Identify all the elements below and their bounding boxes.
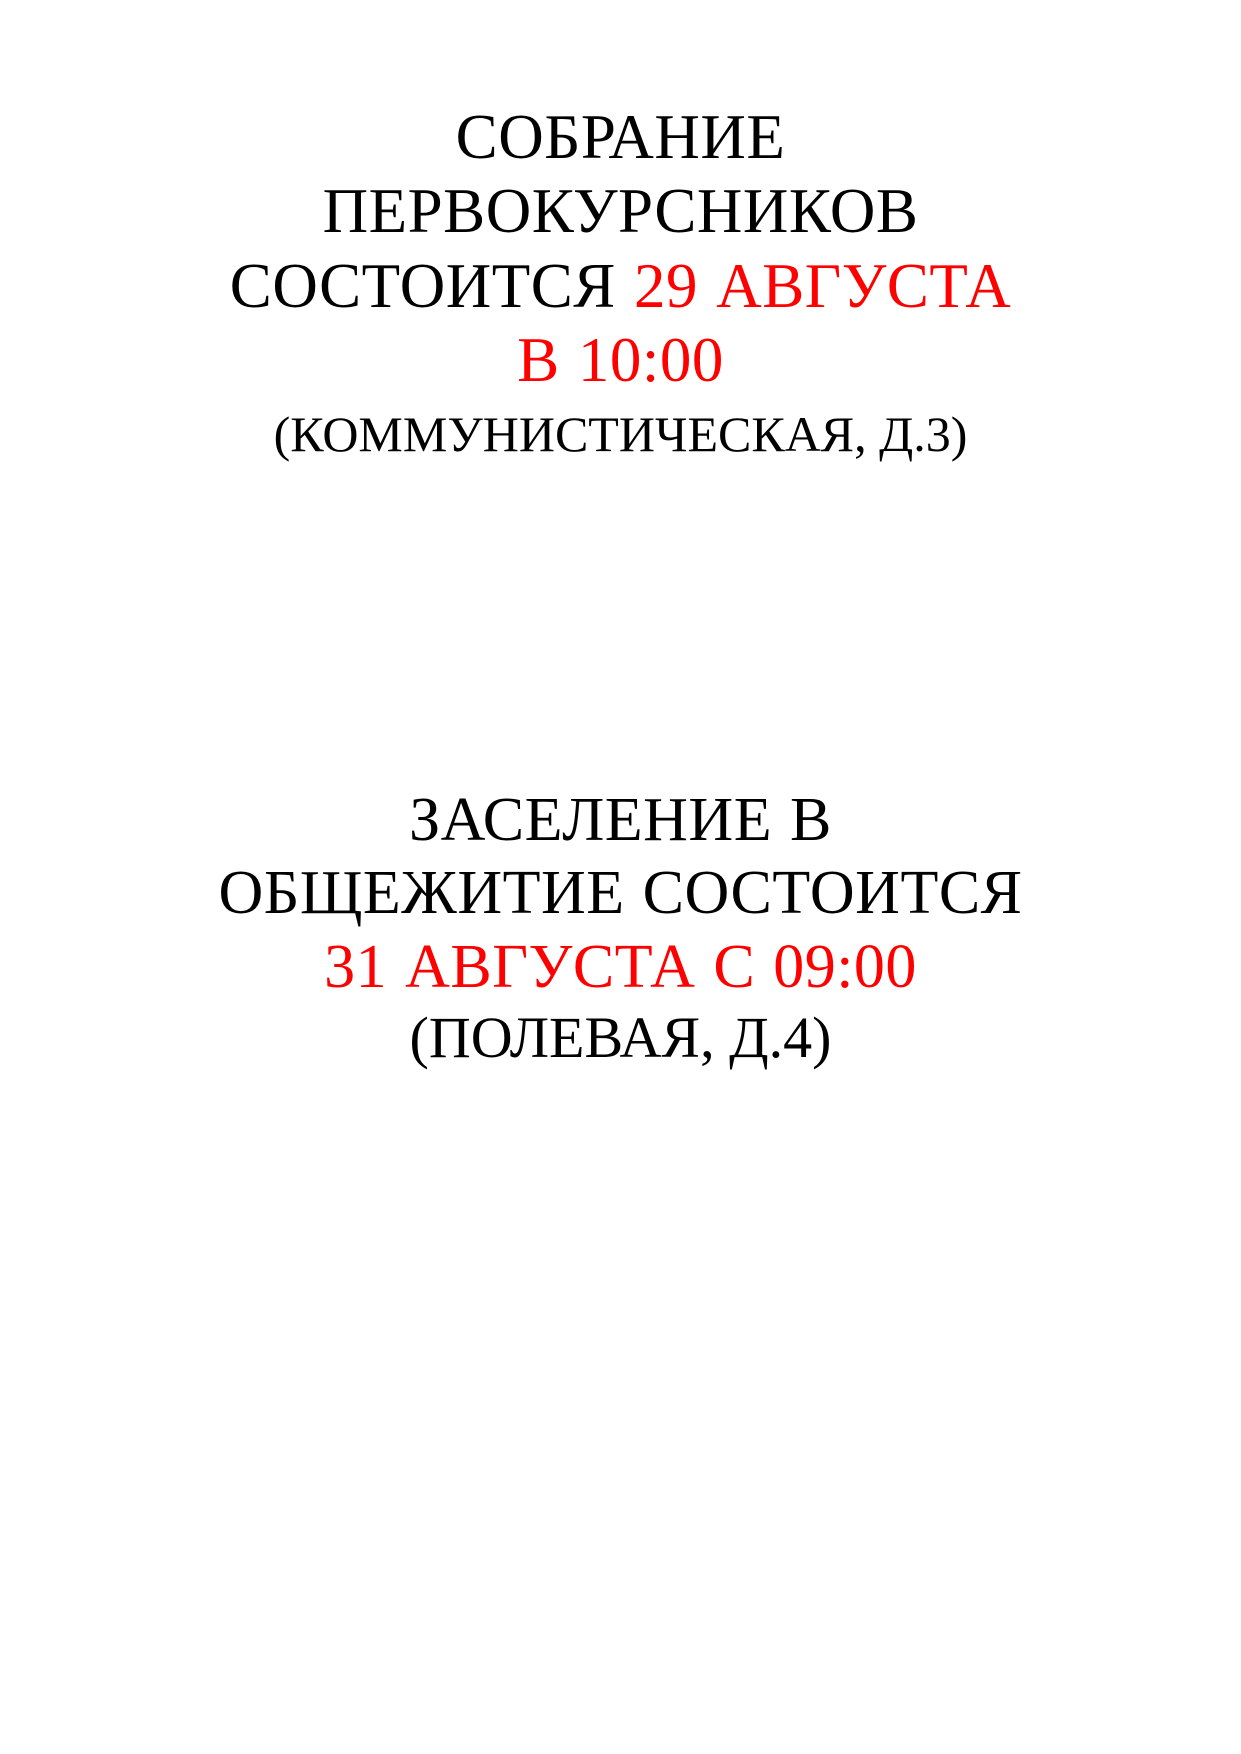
headline-line-2: ОБЩЕЖИТИЕ СОСТОИТСЯ	[218, 859, 1023, 928]
announcement-venue: (ПОЛЕВАЯ, Д.4)	[409, 1004, 832, 1070]
announcement-headline	[132, 100, 1109, 397]
announcement-venue: (КОММУНИСТИЧЕСКАЯ, Д.3)	[273, 406, 968, 463]
headline-line-3-date-time: 31 АВГУСТА С 09:00	[324, 932, 917, 1001]
headline-line-2: ПЕРВОКУРСНИКОВ	[322, 176, 919, 247]
announcement-headline	[132, 784, 1109, 1003]
announcement-dormitory-check-in	[132, 464, 1109, 1072]
headline-line-4-time: В 10:00	[517, 324, 724, 395]
headline-line-1: СОБРАНИЕ	[455, 102, 786, 172]
announcement-freshmen-meeting	[132, 0, 1109, 464]
headline-line-3-date: 29 АВГУСТА	[634, 250, 1012, 321]
headline-line-3-prefix: СОСТОИТСЯ	[229, 250, 635, 321]
headline-line-3	[132, 249, 1109, 323]
headline-line-1: ЗАСЕЛЕНИЕ В	[409, 786, 832, 855]
